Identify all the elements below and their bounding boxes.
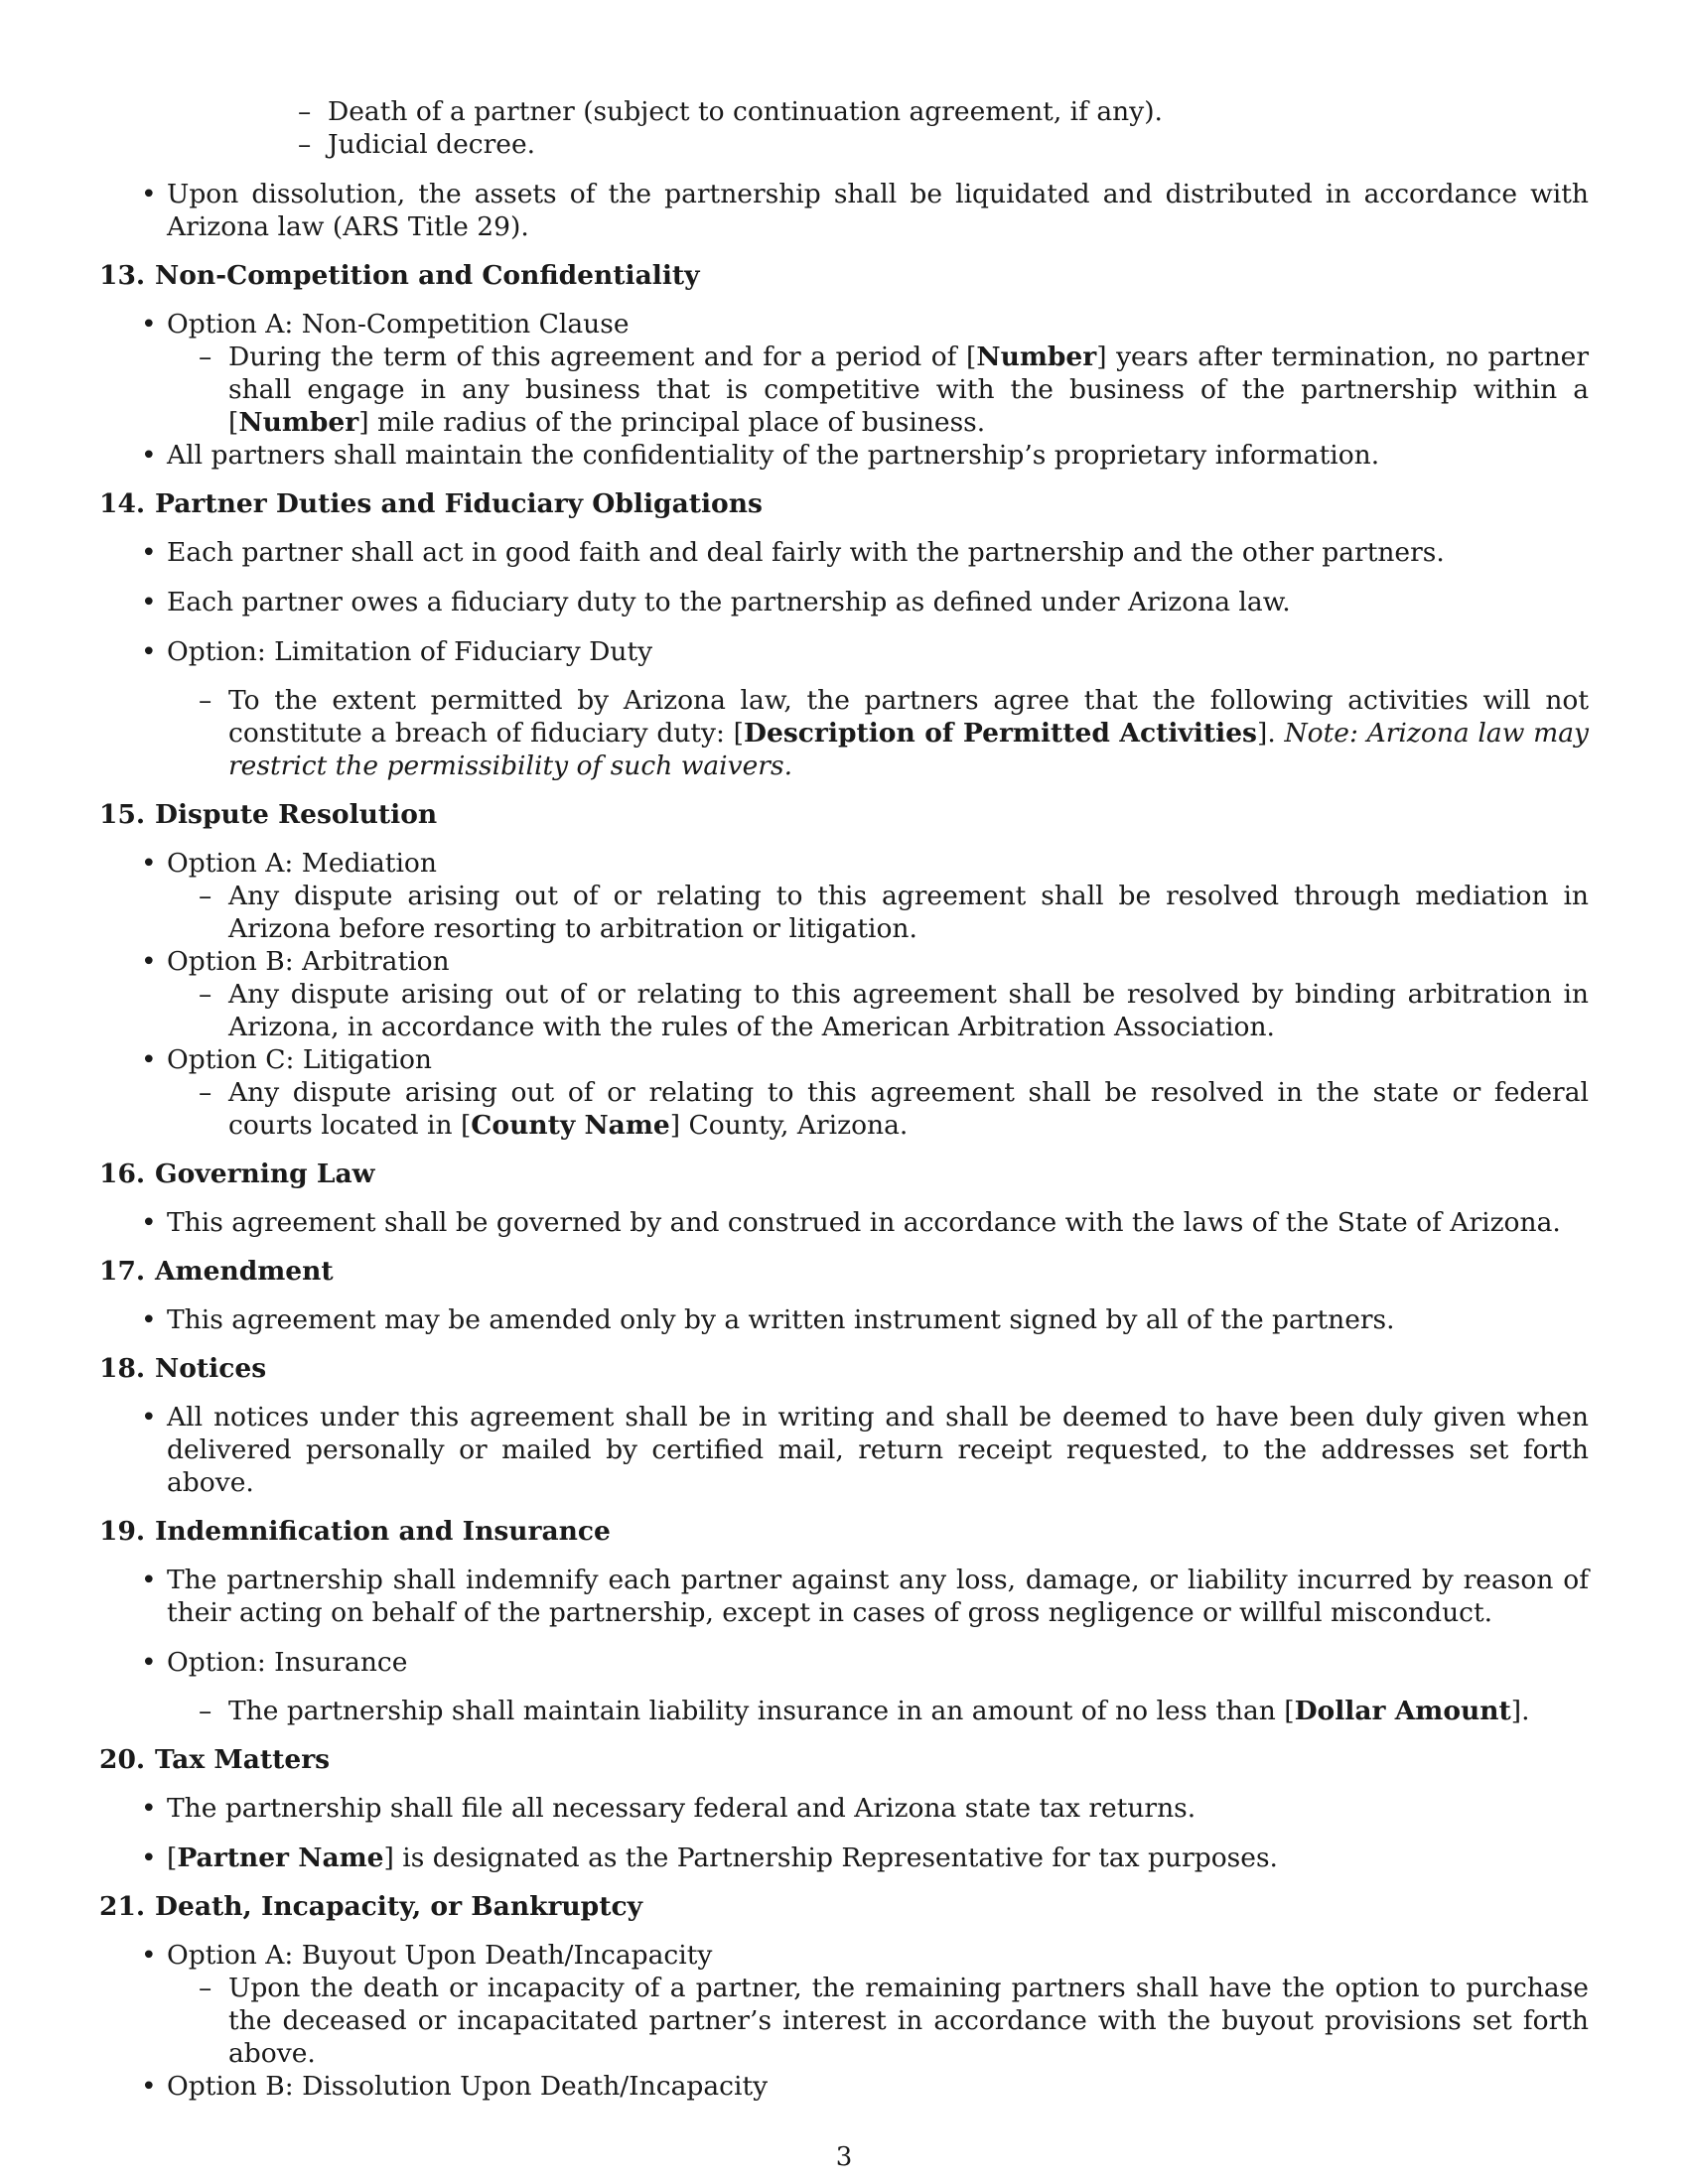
litigation-sublist xyxy=(167,1076,1589,1142)
mediation-sublist xyxy=(167,880,1589,945)
section-15-list xyxy=(99,847,1589,1142)
list-item: Upon dissolution, the assets of the partnership shall be liquidated and distributed in accordance with Arizona law (ARS Title 29). xyxy=(167,179,1589,242)
list-item: Option: Insurance – The partnership shall maintain liability insurance in an amount of no less than [Dollar Amount]. xyxy=(167,1646,1589,1727)
list-item: – Any dispute arising out of or relating to this agreement shall be resolved in the state or federal courts located in [County Name] County, Arizona. xyxy=(228,1076,1589,1142)
arbitration-sublist xyxy=(167,978,1589,1043)
list-item: – During the term of this agreement and for a period of [Number] years after termination, no partner shall engage in any business that is competitive with the business of the partnership within a [Number] mile radius of the principal place of business. xyxy=(228,341,1589,439)
fiduciary-sublist xyxy=(167,684,1589,782)
buyout-sublist xyxy=(167,1972,1589,2070)
list-item: The partnership shall indemnify each partner against any loss, damage, or liability incurred by reason of their acting on behalf of the partnership, except in cases of gross negligence or willful misconduct. xyxy=(167,1565,1589,1628)
document-page xyxy=(99,95,1589,2103)
section-19-list xyxy=(99,1564,1589,1727)
list-item: Each partner owes a fiduciary duty to the partnership as defined under Arizona law. xyxy=(167,587,1291,617)
list-item: – Upon the death or incapacity of a partner, the remaining partners shall have the option to purchase the deceased or incapacitated partner’s interest in accordance with the buyout provisions set forth above. xyxy=(228,1972,1589,2070)
list-item: – Any dispute arising out of or relating to this agreement shall be resolved through mediation in Arizona before resorting to arbitration or litigation. xyxy=(228,880,1589,945)
dissolution-bullets xyxy=(99,178,1589,243)
section-heading-16: 16. Governing Law xyxy=(99,1159,375,1189)
section-16-list xyxy=(99,1206,1589,1239)
list-item: Option C: Litigation – Any dispute arising out of or relating to this agreement shall be resolved in the state or federal courts located in [County Name] County, Arizona. xyxy=(167,1043,1589,1142)
list-item: Option: Limitation of Fiduciary Duty – To the extent permitted by Arizona law, the partners agree that the following activities will not constitute a breach of fiduciary duty: [Description of Permitted Activities]. Note: Arizona law may restrict the permissibility of such waivers. xyxy=(167,635,1589,782)
section-20-list xyxy=(99,1792,1589,1874)
section-heading-13: 13. Non-Competition and Confidentiality xyxy=(99,260,700,291)
list-item: Each partner shall act in good faith and deal fairly with the partnership and the other partners. xyxy=(167,537,1445,568)
section-heading-17: 17. Amendment xyxy=(99,1256,334,1287)
section-18-list xyxy=(99,1401,1589,1499)
section-heading-18: 18. Notices xyxy=(99,1353,267,1384)
section-heading-15: 15. Dispute Resolution xyxy=(99,799,438,830)
section-17-list xyxy=(99,1303,1589,1336)
dissolution-events-list xyxy=(99,95,1589,161)
section-heading-14: 14. Partner Duties and Fiduciary Obligations xyxy=(99,488,763,519)
list-item: – To the extent permitted by Arizona law, the partners agree that the following activities will not constitute a breach of fiduciary duty: [Description of Permitted Activities]. Note: Arizona law may restrict the permissibility of such waivers. xyxy=(228,684,1589,782)
section-heading-20: 20. Tax Matters xyxy=(99,1744,331,1775)
list-item: Option A: Mediation – Any dispute arising out of or relating to this agreement shall be resolved through mediation in Arizona before resorting to arbitration or litigation. xyxy=(167,847,1589,945)
list-item: Option B: Dissolution Upon Death/Incapacity xyxy=(167,2071,769,2102)
list-item: Option A: Non-Competition Clause – During the term of this agreement and for a period of [Number] years after termination, no partner shall engage in any business that is competitive with the business of the partnership within a [Number] mile radius of the principal place of business. xyxy=(167,308,1589,439)
list-item: This agreement may be amended only by a written instrument signed by all of the partners. xyxy=(167,1304,1395,1335)
list-item: – Death of a partner (subject to continuation agreement, if any). xyxy=(328,95,1589,128)
section-14-list xyxy=(99,536,1589,782)
list-item: – The partnership shall maintain liability insurance in an amount of no less than [Dollar Amount]. xyxy=(228,1695,1589,1727)
list-item: – Judicial decree. xyxy=(328,128,1589,161)
section-heading-19: 19. Indemnification and Insurance xyxy=(99,1516,611,1547)
list-item: All notices under this agreement shall be in writing and shall be deemed to have been duly given when delivered personally or mailed by certified mail, return receipt requested, to the addresses set forth above. xyxy=(167,1402,1589,1498)
list-item: Option B: Arbitration – Any dispute arising out of or relating to this agreement shall be resolved by binding arbitration in Arizona, in accordance with the rules of the American Arbitration Association. xyxy=(167,945,1589,1043)
list-item: This agreement shall be governed by and construed in accordance with the laws of the State of Arizona. xyxy=(167,1207,1561,1238)
section-21-list xyxy=(99,1939,1589,2103)
list-item: [Partner Name] is designated as the Partnership Representative for tax purposes. xyxy=(167,1843,1278,1873)
option-a-sublist xyxy=(167,341,1589,439)
list-item: Option A: Buyout Upon Death/Incapacity – Upon the death or incapacity of a partner, the remaining partners shall have the option to purchase the deceased or incapacitated partner’s interest in accordance with the buyout provisions set forth above. xyxy=(167,1939,1589,2070)
list-item: The partnership shall file all necessary federal and Arizona state tax returns. xyxy=(167,1793,1196,1824)
list-item: – Any dispute arising out of or relating to this agreement shall be resolved by binding arbitration in Arizona, in accordance with the rules of the American Arbitration Association. xyxy=(228,978,1589,1043)
section-heading-21: 21. Death, Incapacity, or Bankruptcy xyxy=(99,1891,642,1922)
page-number: 3 xyxy=(835,2142,853,2172)
section-13-list xyxy=(99,308,1589,472)
list-item: All partners shall maintain the confidentiality of the partnership’s proprietary information. xyxy=(167,440,1380,471)
insurance-sublist xyxy=(167,1695,1589,1727)
